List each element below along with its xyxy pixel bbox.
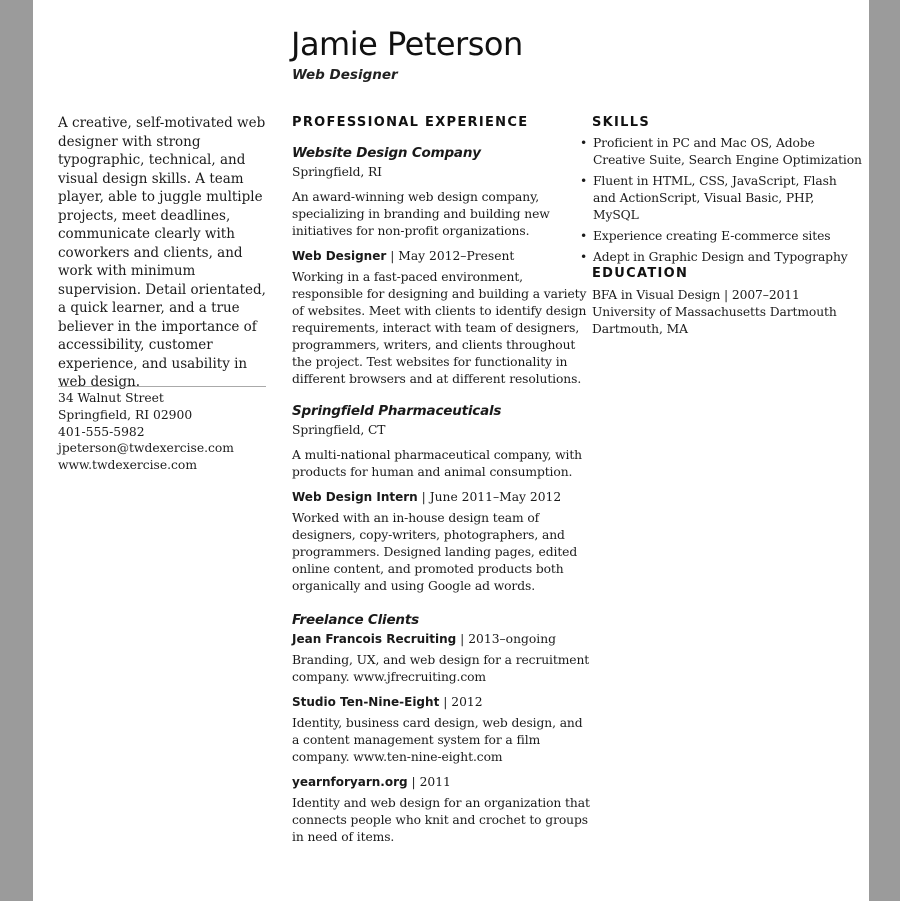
company-description: A multi-national pharmaceutical company, with products for human and animal consumption. (292, 448, 582, 479)
role-details: Working in a fast-paced environment, responsible for designing and building a variety of websites. Meet with clients to identify design requirements, interact with team of designers, programmers, writers, and clients throughout the project. Test websites for functionality in different browsers and at different resolutions. (292, 270, 587, 386)
client-details: Identity and web design for an organization that connects people who knit and crochet to groups in need of items. (292, 796, 590, 844)
client-details: Identity, business card design, web design, and a content management system for a film company. www.ten-nine-eight.com (292, 716, 583, 764)
resume-page (33, 0, 869, 901)
education-degree: BFA in Visual Design | 2007–2011 (592, 288, 800, 302)
company-description: An award-winning web design company, specializing in branding and building new initiatives for non-profit organizations. (292, 190, 550, 238)
skills-heading: SKILLS (592, 115, 651, 130)
experience-heading: PROFESSIONAL EXPERIENCE (292, 115, 529, 130)
education-heading: EDUCATION (592, 266, 689, 281)
company-entry (292, 403, 592, 595)
client-name: yearnforyarn.org (292, 775, 408, 789)
company-location: Springfield, CT (292, 423, 386, 437)
skill-text: Fluent in HTML, CSS, JavaScript, Flash and ActionScript, Visual Basic, PHP, MySQL (593, 174, 837, 222)
bullet-icon: • (580, 174, 588, 188)
role-name: Web Designer (292, 249, 387, 263)
role-dates: | June 2011–May 2012 (421, 490, 562, 504)
skill-item (580, 249, 862, 266)
company-name: Website Design Company (292, 145, 481, 161)
role-name: Web Design Intern (292, 490, 418, 504)
client-name: Jean Francois Recruiting (292, 632, 457, 646)
skill-text: Adept in Graphic Design and Typography (593, 250, 848, 264)
contact-block (58, 390, 234, 474)
candidate-name: Jamie Peterson (291, 25, 523, 63)
summary-paragraph: A creative, self-motivated web designer with strong typographic, technical, and visual design skills. A team player, able to juggle multiple projects, meet deadlines, communicate clearly with coworkers and clients, and work with minimum supervision. Detail orientated, a quick learner, and a true believer in the importance of accessibility, customer experience, and usability in web design. (58, 115, 266, 390)
contact-phone: 401-555-5982 (58, 424, 145, 439)
bullet-icon: • (580, 229, 588, 243)
company-entry (292, 145, 592, 388)
skill-item (580, 173, 862, 224)
client-line (292, 774, 592, 791)
client-name: Studio Ten-Nine-Eight (292, 695, 440, 709)
role-line (292, 489, 592, 506)
contact-website[interactable]: www.twdexercise.com (58, 458, 198, 473)
education-school: University of Massachusetts Dartmouth (592, 305, 837, 319)
client-line (292, 631, 592, 648)
skills-section (580, 114, 862, 270)
contact-street: 34 Walnut Street (58, 391, 164, 405)
education-location: Dartmouth, MA (592, 322, 688, 336)
experience-section (292, 114, 592, 846)
client-dates: | 2012 (443, 695, 483, 709)
role-dates: | May 2012–Present (390, 249, 515, 263)
contact-email[interactable]: jpeterson@twdexercise.com (58, 441, 234, 456)
client-dates: | 2013–ongoing (460, 632, 556, 646)
skill-item (580, 228, 862, 245)
freelance-heading: Freelance Clients (292, 612, 419, 628)
company-name: Springfield Pharmaceuticals (292, 403, 502, 419)
client-dates: | 2011 (411, 775, 451, 789)
education-section (592, 266, 862, 338)
role-line (292, 248, 592, 265)
skill-text: Experience creating E-commerce sites (593, 229, 831, 243)
client-details: Branding, UX, and web design for a recruitment company. www.jfrecruiting.com (292, 653, 590, 684)
contact-city: Springfield, RI 02900 (58, 407, 193, 422)
company-location: Springfield, RI (292, 165, 382, 179)
candidate-title: Web Designer (292, 67, 398, 83)
freelance-section (292, 612, 592, 846)
sidebar-divider (58, 386, 266, 387)
skill-text: Proficient in PC and Mac OS, Adobe Creative Suite, Search Engine Optimization (593, 136, 862, 167)
bullet-icon: • (580, 136, 588, 150)
skill-item (580, 135, 862, 169)
client-line (292, 694, 592, 711)
bullet-icon: • (580, 250, 588, 264)
skills-list (580, 135, 862, 266)
role-details: Worked with an in-house design team of designers, copy-writers, photographers, and programmers. Designed landing pages, edited online content, and promoted products both organically and using Google ad words. (292, 511, 578, 593)
